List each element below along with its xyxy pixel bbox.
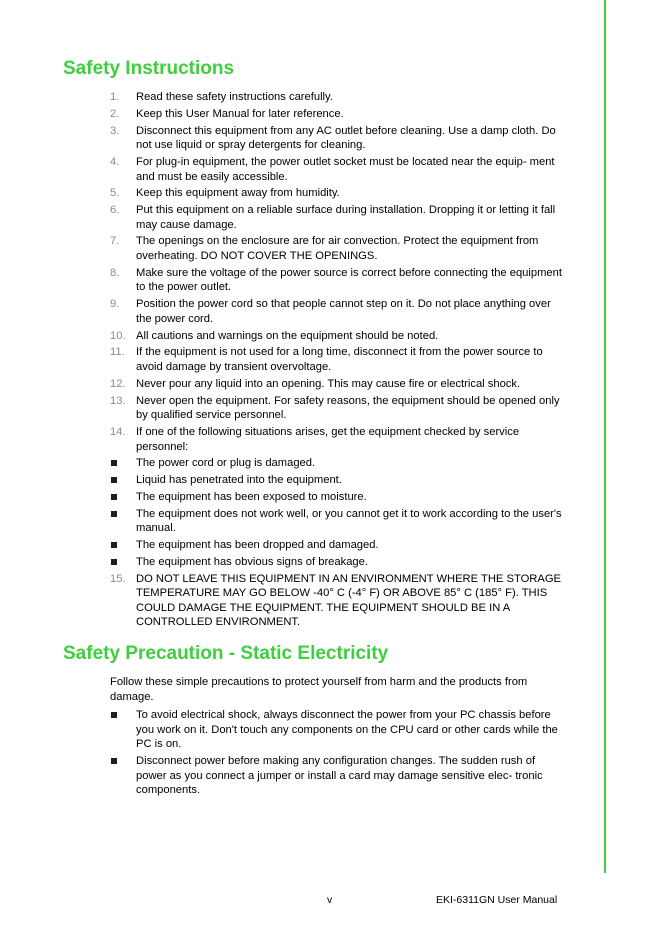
item-number: 14. (110, 425, 126, 438)
item-text: Never open the equipment. For safety reasons, the equipment should be opened only by qualified service personnel. (136, 394, 560, 422)
page-number: v (327, 894, 333, 906)
item-text: DO NOT LEAVE THIS EQUIPMENT IN AN ENVIRONMENT WHERE THE STORAGE TEMPERATURE MAY GO BELOW -40° C (-4° F) OR ABOVE 85° C (185° F). THIS COULD DAMAGE THE EQUIPMENT. THE EQUIPMENT SHOULD BE IN A CONTROLLED ENVIRONMENT. (136, 572, 561, 629)
square-bullet-icon (111, 542, 117, 548)
item-text: Read these safety instructions carefully. (136, 91, 333, 103)
list-item (110, 203, 568, 232)
list-item (110, 377, 568, 392)
item-text: The equipment does not work well, or you cannot get it to work according to the user's manual. (136, 507, 562, 535)
item-number: 6. (110, 204, 120, 217)
list-item (110, 456, 568, 471)
list-item (110, 507, 568, 536)
static-intro-paragraph: Follow these simple precautions to protect yourself from harm and the products from damage. (110, 676, 528, 703)
item-number: 15. (110, 572, 126, 585)
item-number: 11. (110, 346, 125, 359)
square-bullet-icon (111, 477, 117, 483)
item-number: 1. (110, 91, 120, 103)
item-text: If one of the following situations arises, get the equipment checked by service personnel: (136, 425, 520, 453)
item-text: Never pour any liquid into an opening. This may cause fire or electrical shock. (136, 377, 521, 390)
list-item (110, 394, 568, 423)
square-bullet-icon (111, 494, 117, 500)
list-item (110, 345, 568, 374)
item-number: 12. (110, 377, 126, 390)
item-text: The power cord or plug is damaged. (136, 457, 316, 470)
list-item (110, 572, 568, 630)
item-text: Keep this User Manual for later reference. (136, 107, 344, 120)
item-text: Put this equipment on a reliable surface during installation. Dropping it or letting it fall may cause damage. (136, 204, 556, 231)
item-text: Liquid has penetrated into the equipment. (136, 474, 342, 487)
item-number: 5. (110, 187, 120, 200)
list-item (110, 124, 568, 153)
static-precautions-list (110, 708, 568, 800)
list-item (110, 538, 568, 553)
list-item (110, 708, 568, 752)
list-item (110, 329, 568, 344)
item-text: The equipment has been dropped and damaged. (136, 539, 379, 551)
item-number: 4. (110, 155, 120, 168)
square-bullet-icon (111, 460, 117, 466)
square-bullet-icon (111, 712, 117, 718)
manual-title: EKI-6311GN User Manual (436, 894, 558, 906)
item-text: Disconnect this equipment from any AC outlet before cleaning. Use a damp cloth. Do not use liquid or spray detergents for cleaning. (136, 124, 556, 152)
item-number: 9. (110, 298, 120, 311)
item-text: The equipment has obvious signs of breakage. (136, 555, 368, 568)
item-text: To avoid electrical shock, always disconnect the power from your PC chassis before you work on it. Don't touch any components on the CPU card or other cards while the PC is on. (136, 709, 558, 751)
item-text: Position the power cord so that people cannot step on it. Do not place anything over the power cord. (136, 298, 551, 325)
item-text: All cautions and warnings on the equipment should be noted. (136, 329, 439, 342)
item-text: The openings on the enclosure are for air convection. Protect the equipment from overheating. DO NOT COVER THE OPENINGS. (136, 235, 539, 263)
list-item (110, 297, 568, 326)
list-item (110, 473, 568, 488)
item-text: If the equipment is not used for a long time, disconnect it from the power source to avoid damage by transient overvoltage. (136, 346, 543, 373)
square-bullet-icon (111, 511, 117, 517)
square-bullet-icon (111, 758, 117, 764)
section-title-static-electricity: Safety Precaution - Static Electricity (63, 643, 389, 664)
list-item (110, 754, 568, 798)
item-text: Make sure the voltage of the power source is correct before connecting the equipment to the power outlet. (136, 266, 562, 294)
square-bullet-icon (111, 559, 117, 565)
list-item (110, 266, 568, 295)
item-number: 13. (110, 394, 126, 407)
item-text: For plug-in equipment, the power outlet socket must be located near the equip- ment and must be easily accessible. (136, 155, 555, 183)
item-number: 2. (110, 107, 120, 120)
item-text: Keep this equipment away from humidity. (136, 187, 340, 200)
list-item (110, 425, 568, 454)
list-item (110, 234, 568, 263)
list-item (110, 490, 568, 505)
margin-rule (604, 0, 606, 873)
list-item (110, 90, 568, 105)
item-number: 7. (110, 235, 120, 248)
item-number: 3. (110, 124, 120, 137)
list-item (110, 555, 568, 570)
list-item (110, 155, 568, 184)
item-number: 10. (110, 329, 126, 342)
safety-instructions-list (110, 90, 568, 632)
list-item (110, 186, 568, 201)
list-item (110, 107, 568, 122)
item-number: 8. (110, 266, 120, 279)
item-text: Disconnect power before making any configuration changes. The sudden rush of power as you connect a jumper or install a card may damage sensitive elec- tronic components. (136, 754, 543, 797)
section-title-safety-instructions: Safety Instructions (63, 58, 235, 79)
item-text: The equipment has been exposed to moisture. (136, 490, 367, 503)
